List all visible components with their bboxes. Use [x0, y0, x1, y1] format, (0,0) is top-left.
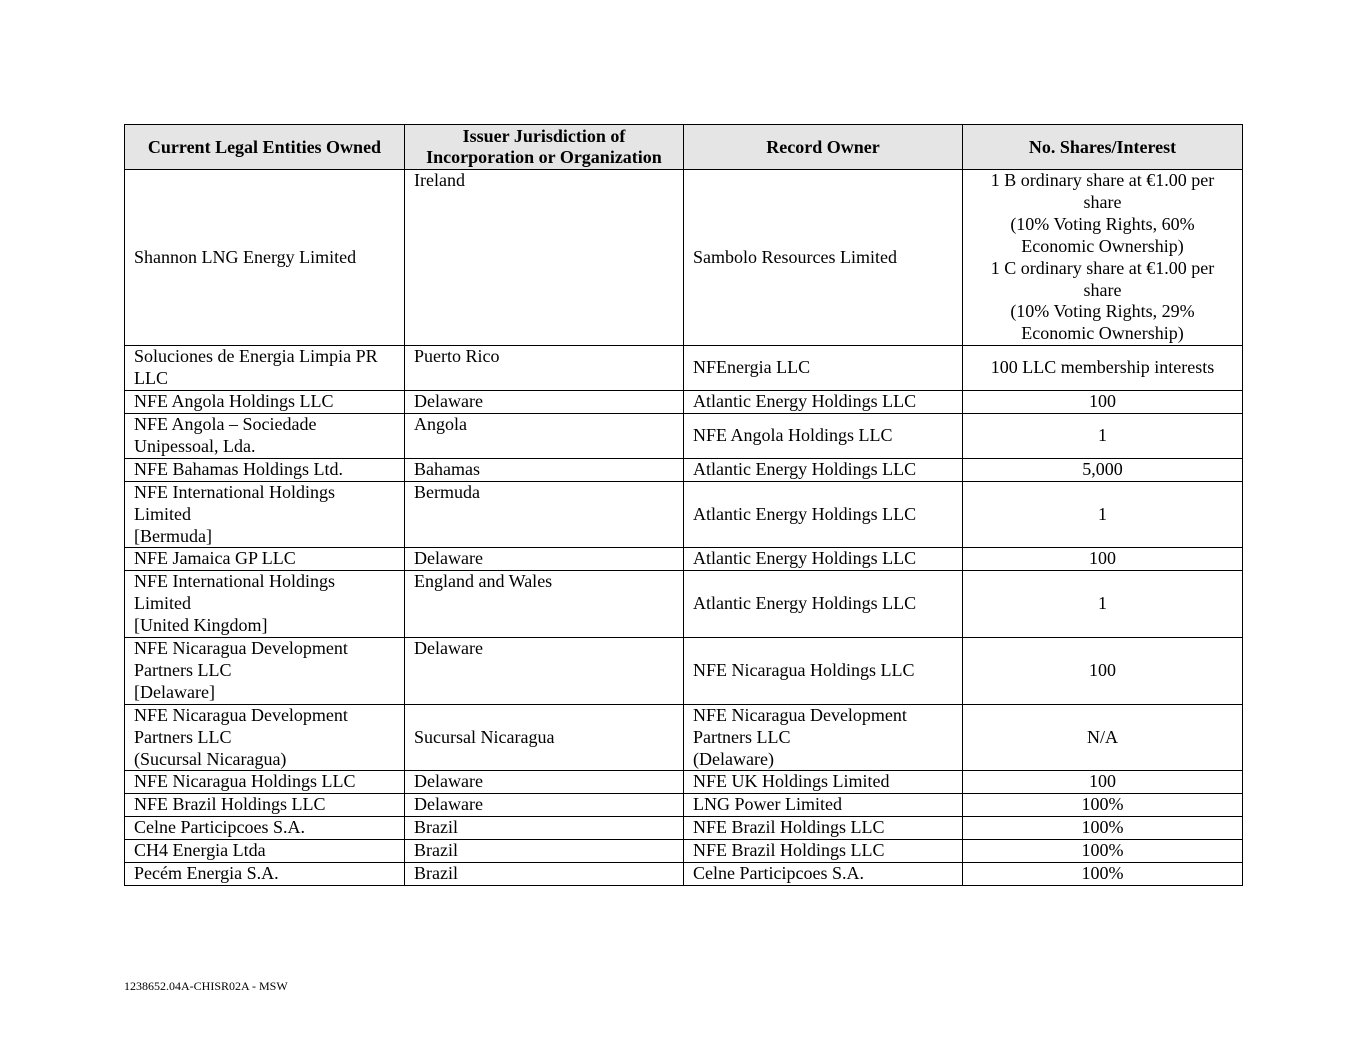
header-current-legal-entities: Current Legal Entities Owned [125, 125, 405, 170]
table-row [125, 704, 1243, 771]
table-row [125, 817, 1243, 840]
shares-cell: 100 [963, 771, 1243, 794]
table-header-row [125, 125, 1243, 170]
shares-cell: 100% [963, 863, 1243, 886]
entities-table [124, 124, 1243, 886]
entity-cell: NFE Nicaragua Development Partners LLC (Sucursal Nicaragua) [125, 704, 405, 771]
record-owner-cell: Atlantic Energy Holdings LLC [684, 391, 963, 414]
table-row [125, 391, 1243, 414]
table-row [125, 170, 1243, 346]
record-owner-cell: NFE Brazil Holdings LLC [684, 817, 963, 840]
table-row [125, 794, 1243, 817]
header-record-owner: Record Owner [684, 125, 963, 170]
jurisdiction-cell: England and Wales [405, 571, 684, 638]
table-row [125, 346, 1243, 391]
jurisdiction-cell: Bahamas [405, 458, 684, 481]
jurisdiction-cell: Delaware [405, 391, 684, 414]
shares-cell: 100 [963, 638, 1243, 705]
table-row [125, 548, 1243, 571]
shares-cell: 100% [963, 817, 1243, 840]
entity-cell: NFE Bahamas Holdings Ltd. [125, 458, 405, 481]
table-row [125, 863, 1243, 886]
record-owner-cell: Atlantic Energy Holdings LLC [684, 571, 963, 638]
entity-cell: NFE International Holdings Limited [Bermuda] [125, 481, 405, 548]
shares-cell: 5,000 [963, 458, 1243, 481]
jurisdiction-cell: Brazil [405, 840, 684, 863]
table-row [125, 481, 1243, 548]
table-row [125, 840, 1243, 863]
entity-cell: NFE Jamaica GP LLC [125, 548, 405, 571]
entity-cell: NFE Angola – Sociedade Unipessoal, Lda. [125, 413, 405, 458]
shares-cell: 100 LLC membership interests [963, 346, 1243, 391]
record-owner-cell: Atlantic Energy Holdings LLC [684, 548, 963, 571]
jurisdiction-cell: Sucursal Nicaragua [405, 704, 684, 771]
record-owner-cell: LNG Power Limited [684, 794, 963, 817]
jurisdiction-cell: Brazil [405, 817, 684, 840]
table-row [125, 413, 1243, 458]
entity-cell: NFE Brazil Holdings LLC [125, 794, 405, 817]
shares-cell: 1 [963, 481, 1243, 548]
record-owner-cell: NFE Brazil Holdings LLC [684, 840, 963, 863]
jurisdiction-cell: Delaware [405, 548, 684, 571]
record-owner-cell: NFE UK Holdings Limited [684, 771, 963, 794]
jurisdiction-cell: Delaware [405, 638, 684, 705]
header-no-shares-interest: No. Shares/Interest [963, 125, 1243, 170]
jurisdiction-cell: Angola [405, 413, 684, 458]
table-row [125, 458, 1243, 481]
record-owner-cell: Atlantic Energy Holdings LLC [684, 458, 963, 481]
entity-cell: Shannon LNG Energy Limited [125, 170, 405, 346]
record-owner-cell: Celne Participcoes S.A. [684, 863, 963, 886]
jurisdiction-cell: Bermuda [405, 481, 684, 548]
jurisdiction-cell: Brazil [405, 863, 684, 886]
jurisdiction-cell: Ireland [405, 170, 684, 346]
jurisdiction-cell: Puerto Rico [405, 346, 684, 391]
document-id-footer: 1238652.04A-CHISR02A - MSW [124, 979, 288, 993]
shares-cell: 100% [963, 794, 1243, 817]
jurisdiction-cell: Delaware [405, 771, 684, 794]
record-owner-cell: Sambolo Resources Limited [684, 170, 963, 346]
entity-cell: Celne Participcoes S.A. [125, 817, 405, 840]
header-issuer-jurisdiction: Issuer Jurisdiction of Incorporation or Organization [405, 125, 684, 170]
shares-cell: 100% [963, 840, 1243, 863]
table-row [125, 638, 1243, 705]
entity-cell: NFE Nicaragua Development Partners LLC [Delaware] [125, 638, 405, 705]
shares-cell: N/A [963, 704, 1243, 771]
shares-cell: 1 [963, 413, 1243, 458]
entity-cell: Soluciones de Energia Limpia PR LLC [125, 346, 405, 391]
entity-cell: NFE International Holdings Limited [United Kingdom] [125, 571, 405, 638]
record-owner-cell: Atlantic Energy Holdings LLC [684, 481, 963, 548]
entity-cell: NFE Nicaragua Holdings LLC [125, 771, 405, 794]
record-owner-cell: NFEnergia LLC [684, 346, 963, 391]
shares-cell: 1 [963, 571, 1243, 638]
shares-cell: 100 [963, 548, 1243, 571]
record-owner-cell: NFE Nicaragua Development Partners LLC (Delaware) [684, 704, 963, 771]
entity-cell: NFE Angola Holdings LLC [125, 391, 405, 414]
table-row [125, 771, 1243, 794]
entity-cell: CH4 Energia Ltda [125, 840, 405, 863]
shares-cell: 1 B ordinary share at €1.00 per share (10% Voting Rights, 60% Economic Ownership) 1 C ordinary share at €1.00 per share (10% Voting Rights, 29% Economic Ownership) [963, 170, 1243, 346]
record-owner-cell: NFE Nicaragua Holdings LLC [684, 638, 963, 705]
jurisdiction-cell: Delaware [405, 794, 684, 817]
record-owner-cell: NFE Angola Holdings LLC [684, 413, 963, 458]
table-row [125, 571, 1243, 638]
shares-cell: 100 [963, 391, 1243, 414]
entity-cell: Pecém Energia S.A. [125, 863, 405, 886]
